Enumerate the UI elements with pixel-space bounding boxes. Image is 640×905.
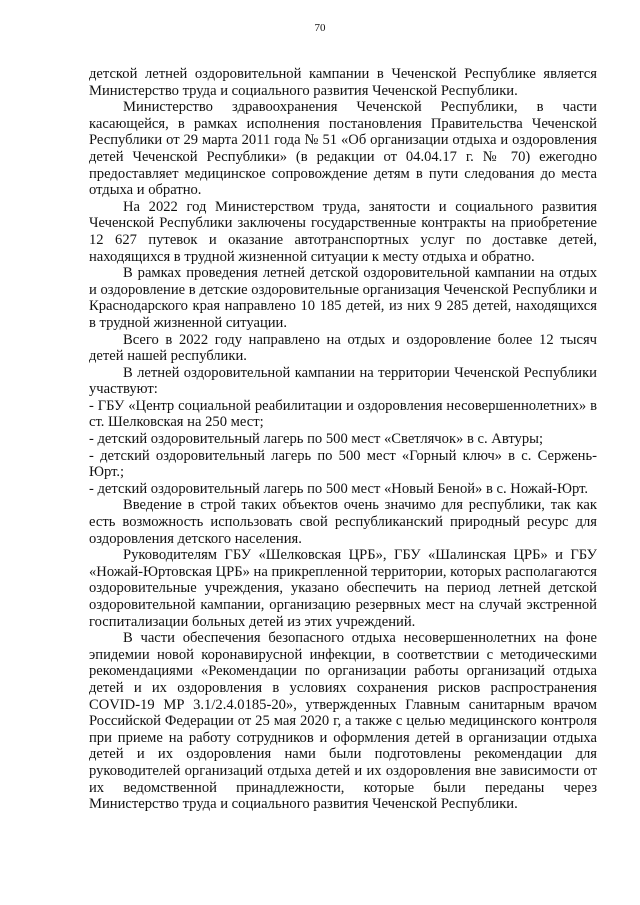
paragraph: - детский оздоровительный лагерь по 500 мест «Новый Беной» в с. Ножай-Юрт. [89, 480, 589, 497]
paragraph: - ГБУ «Центр социальной реабилитации и оздоровления несовершеннолетних» в ст. Шелковская на 250 мест; [89, 397, 597, 431]
document-body [89, 66, 597, 813]
paragraph: На 2022 год Министерством труда, занятости и социального развития Чеченской Республики заключены государственные контракты на приобретение 12 627 путевок и оказание автотранспортных услуг по доставке детей, находящихся в трудной жизненной ситуации к месту отдыха и обратно. [89, 198, 597, 265]
paragraph: В летней оздоровительной кампании на территории Чеченской Республики участвуют: [89, 364, 597, 398]
paragraph: Всего в 2022 году направлено на отдых и оздоровление более 12 тысяч детей нашей республики. [89, 331, 597, 365]
paragraph: детской летней оздоровительной кампании в Чеченской Республике является Министерство труда и социального развития Чеченской Республики. [89, 66, 597, 99]
paragraph: Введение в строй таких объектов очень значимо для республики, так как есть возможность использовать свой республиканский природный ресурс для оздоровления детского населения. [89, 497, 597, 547]
paragraph: Министерство здравоохранения Чеченской Республики, в части касающейся, в рамках исполнения постановления Правительства Чеченской Республики от 29 марта 2011 года № 51 «Об организации отдыха и оздоровления детей Чеченской Республики» (в редакции от 04.04.17 г. № 70) ежегодно предоставляет медицинское сопровождение детям в пути следования до места отдыха и обратно. [89, 99, 597, 199]
paragraph: В части обеспечения безопасного отдыха несовершеннолетних на фоне эпидемии новой коронавирусной инфекции, в соответствии с методическими рекомендациями «Рекомендации по организации работы организаций отдыха детей и их оздоровления в условиях сохранения рисков распространения COVID-19 МР 3.1/2.4.0185-20», утвержденных Главным санитарным врачом Российской Федерации от 25 мая 2020 г, а также с целью медицинского контроля при приеме на работу сотрудников и оформления детей в организации отдыха детей и их оздоровления нами были подготовлены рекомендации для руководителей организаций отдыха детей и их оздоровления вне зависимости от их ведомственной принадлежности, которые были переданы через Министерство труда и социального развития Чеченской Республики. [89, 630, 597, 813]
paragraph: - детский оздоровительный лагерь по 500 мест «Горный ключ» в с. Сержень-Юрт.; [89, 447, 597, 481]
page-number: 70 [314, 22, 326, 34]
paragraph: Руководителям ГБУ «Шелковская ЦРБ», ГБУ «Шалинская ЦРБ» и ГБУ «Ножай-Юртовская ЦРБ» на прикрепленной территории, которых располагаются оздоровительные учреждения, указано обеспечить на период летней детской оздоровительной кампании, организацию резервных мест на случай экстренной госпитализации больных детей из этих учреждений. [89, 547, 598, 630]
paragraph: В рамках проведения летней детской оздоровительной кампании на отдых и оздоровление в детские оздоровительные организация Чеченской Республики и Краснодарского края направлено 10 185 детей, из них 9 285 детей, находящихся в трудной жизненной ситуации. [89, 265, 598, 331]
paragraph: - детский оздоровительный лагерь по 500 мест «Светлячок» в с. Автуры; [89, 431, 544, 448]
